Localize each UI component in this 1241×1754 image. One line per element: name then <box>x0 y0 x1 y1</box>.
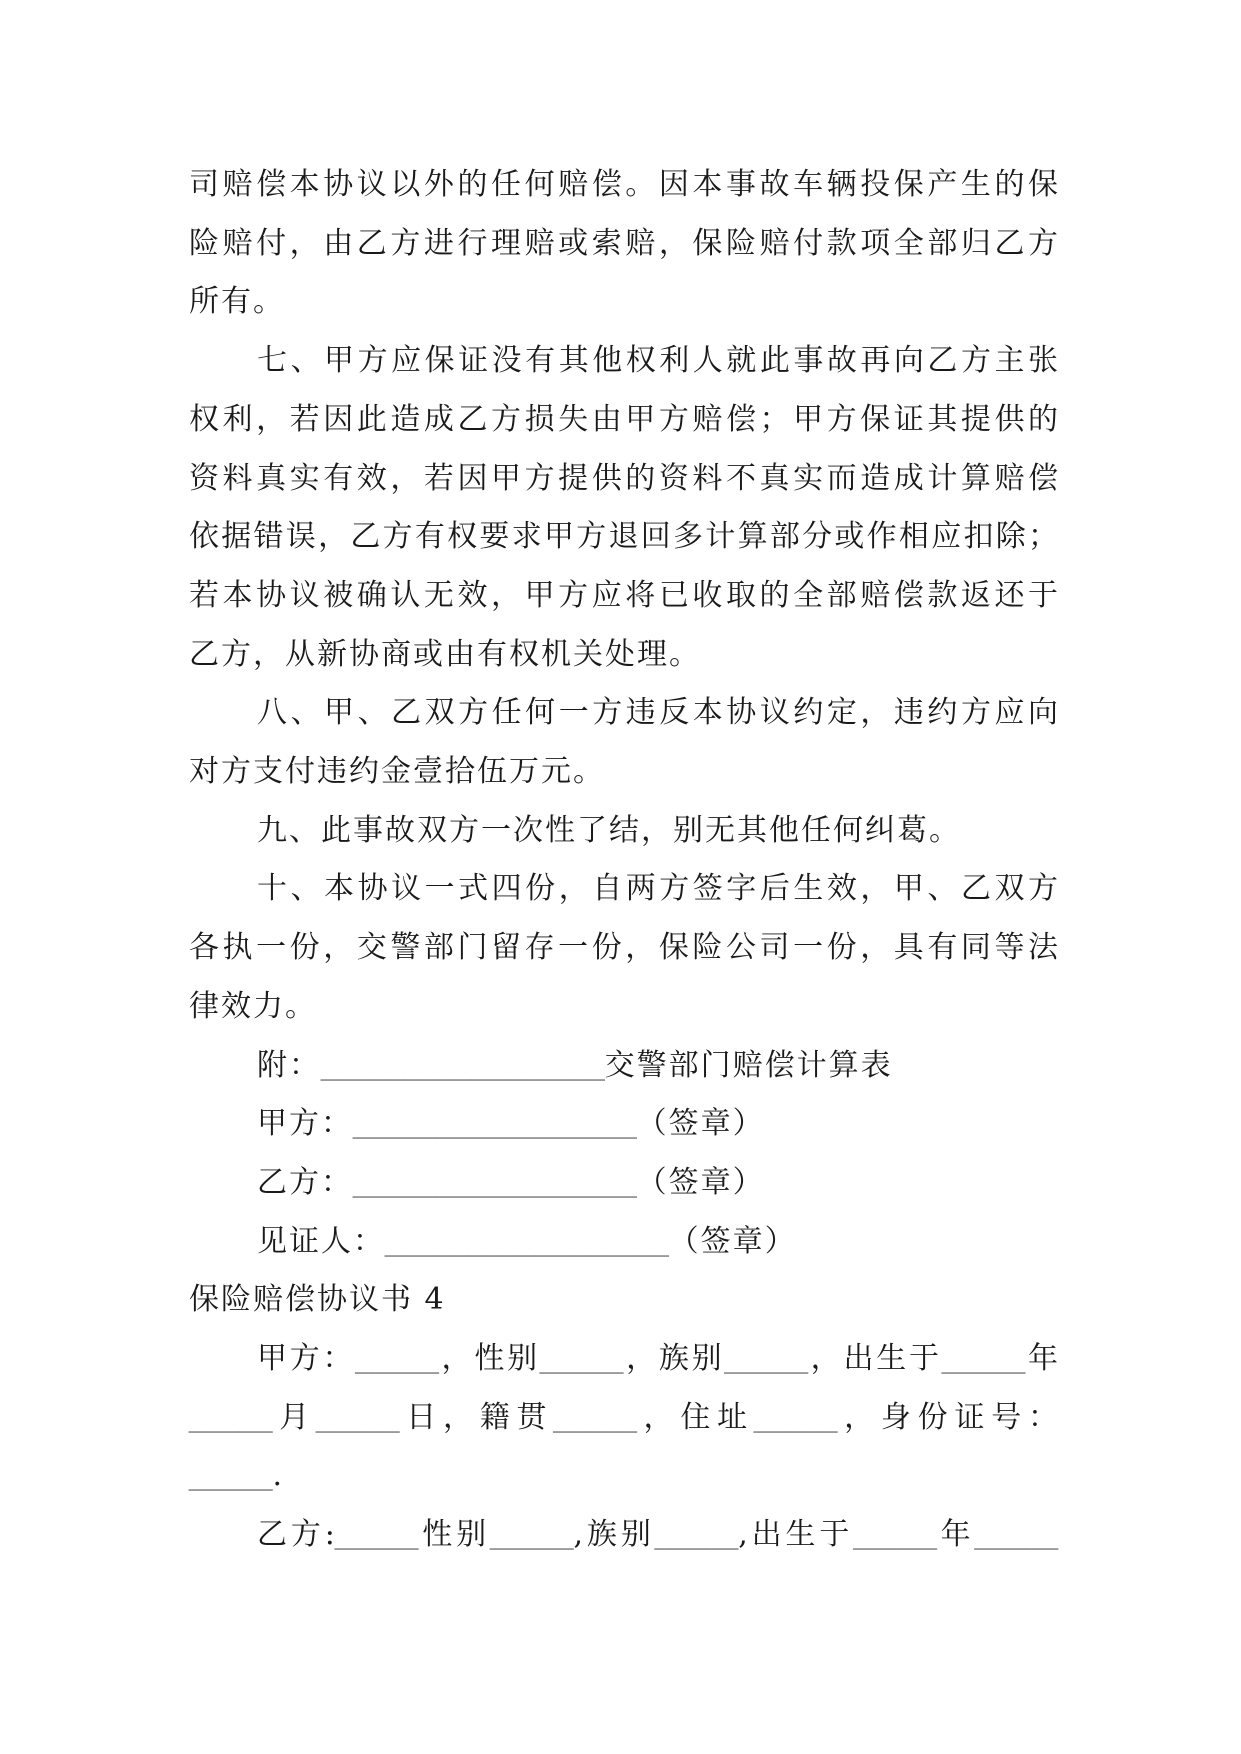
text-segment: 九、此事故双方一次性了结，别无其他任何纠葛。 <box>257 812 961 848</box>
text-line <box>189 222 1058 266</box>
text-line <box>189 1454 1058 1498</box>
text-line <box>257 1102 1058 1146</box>
fill-in-blank: _____ <box>553 1400 637 1434</box>
text-segment: ,出生于 <box>738 1517 854 1553</box>
fill-in-blank: _____ <box>724 1342 808 1375</box>
text-line <box>189 398 1058 442</box>
text-line <box>257 691 1058 735</box>
fill-in-blank: _____ <box>189 1400 273 1434</box>
text-segment: 司赔偿本协议以外的任何赔偿。因本事故车辆投保产生的保 <box>189 167 1058 202</box>
text-segment: ，身份证号： <box>837 1399 1059 1435</box>
text-line <box>189 574 1058 618</box>
fill-in-blank: _____ <box>974 1518 1059 1552</box>
text-segment: 年 <box>936 1517 975 1553</box>
text-line <box>189 280 1058 324</box>
text-segment: 月 <box>272 1399 316 1435</box>
text-segment: 权利，若因此造成乙方损失由甲方赔偿；甲方保证其提供的 <box>189 401 1058 437</box>
text-line <box>257 809 1058 853</box>
text-segment: 年 <box>1025 1341 1059 1376</box>
text-line <box>189 633 1058 677</box>
text-segment: 资料真实有效，若因甲方提供的资料不真实而造成计算赔偿 <box>189 460 1058 496</box>
text-line <box>257 1161 1058 1205</box>
text-segment: 乙方，从新协商或由有权机关处理。 <box>189 636 701 672</box>
text-segment: （签章） <box>636 1164 765 1200</box>
fill-in-blank: _____ <box>334 1518 419 1552</box>
text-segment: 甲方： <box>257 1341 356 1376</box>
text-line <box>189 985 1058 1029</box>
text-line <box>257 867 1058 911</box>
text-line <box>189 1396 1058 1440</box>
text-segment: ,族别 <box>573 1517 655 1553</box>
text-segment: 见证人： <box>257 1223 385 1259</box>
text-segment: 八、甲、乙双方任何一方违反本协议约定，违约方应向 <box>257 695 1058 731</box>
text-line <box>257 339 1058 383</box>
text-line <box>257 1337 1058 1381</box>
text-segment: 七、甲方应保证没有其他权利人就此事故再向乙方主张 <box>257 343 1058 379</box>
fill-in-blank: _____ <box>189 1459 273 1493</box>
fill-in-blank: _________________ <box>353 1107 637 1141</box>
text-line <box>189 926 1058 970</box>
fill-in-blank: _____ <box>853 1518 937 1552</box>
text-line <box>189 457 1058 501</box>
text-segment: 交警部门赔偿计算表 <box>604 1047 893 1083</box>
text-segment: ，出生于 <box>807 1341 942 1376</box>
fill-in-blank: _____ <box>941 1342 1026 1375</box>
fill-in-blank: _________________ <box>321 1048 605 1082</box>
text-line <box>189 750 1058 794</box>
fill-in-blank: _________________ <box>385 1224 669 1258</box>
text-segment: 乙方： <box>257 1164 353 1200</box>
text-segment: 对方支付违约金壹拾伍万元。 <box>189 754 605 789</box>
text-line <box>189 515 1058 559</box>
fill-in-blank: _____ <box>654 1518 739 1552</box>
text-segment: （签章） <box>668 1223 797 1259</box>
text-segment: 性别 <box>418 1517 491 1553</box>
text-segment: 各执一份，交警部门留存一份，保险公司一份，具有同等法 <box>189 930 1058 966</box>
text-segment: 甲方： <box>257 1106 353 1142</box>
text-segment: . <box>272 1458 284 1494</box>
text-segment: ，族别 <box>623 1341 725 1376</box>
text-line <box>189 163 1058 207</box>
text-segment: 依据错误，乙方有权要求甲方退回多计算部分或作相应扣除； <box>189 519 1058 555</box>
text-segment: （签章） <box>636 1106 765 1142</box>
text-segment: 附： <box>257 1047 321 1083</box>
fill-in-blank: _____ <box>539 1342 624 1375</box>
section-title <box>189 1278 1058 1322</box>
text-segment: 险赔付，由乙方进行理赔或索赔，保险赔付款项全部归乙方 <box>189 225 1058 261</box>
fill-in-blank: _____ <box>316 1400 400 1434</box>
text-line <box>257 1044 1058 1088</box>
text-segment: 保险赔偿协议书 4 <box>189 1282 446 1318</box>
text-segment: 十、本协议一式四份，自两方签字后生效，甲、乙双方 <box>257 871 1058 907</box>
text-segment: 日，籍贯 <box>399 1399 554 1435</box>
fill-in-blank: _____ <box>355 1342 439 1375</box>
text-segment: 乙方: <box>257 1517 335 1553</box>
text-line <box>257 1513 1058 1557</box>
text-segment: ，性别 <box>438 1341 540 1376</box>
text-segment: 若本协议被确认无效，甲方应将已收取的全部赔偿款返还于 <box>189 577 1058 613</box>
text-line <box>257 1220 1058 1264</box>
fill-in-blank: _____ <box>490 1518 574 1552</box>
text-segment: 律效力。 <box>189 988 317 1024</box>
text-segment: ，住址 <box>636 1399 754 1435</box>
fill-in-blank: _________________ <box>353 1165 637 1199</box>
text-segment: 所有。 <box>189 284 285 320</box>
fill-in-blank: _____ <box>753 1400 838 1434</box>
